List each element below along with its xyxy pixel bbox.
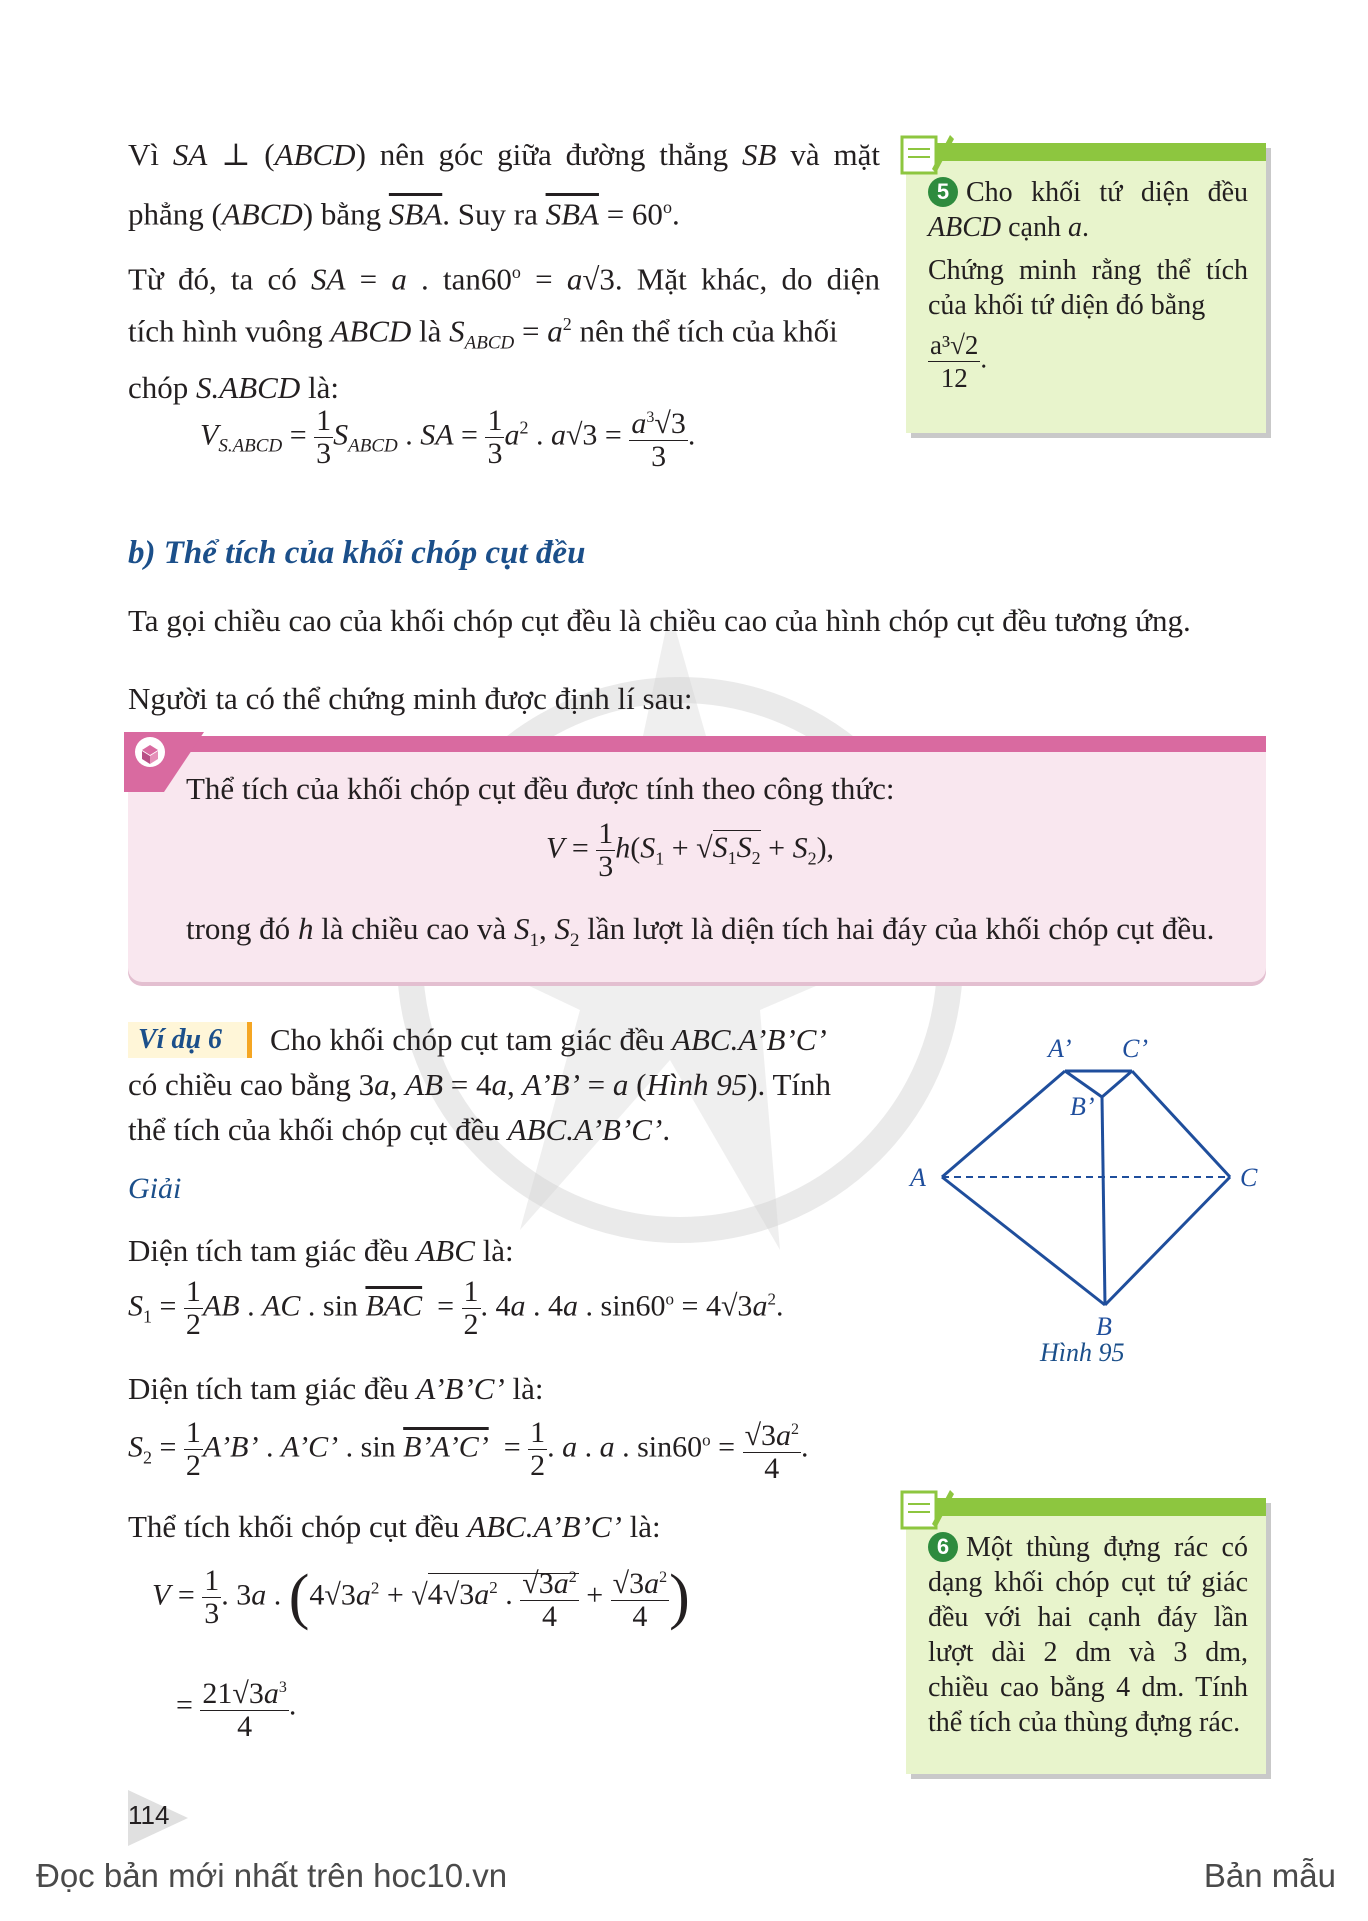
example-line-2: có chiều cao bằng 3a, AB = 4a, A’B’ = a (Hình 95). Tính	[128, 1067, 832, 1102]
example-label: Ví dụ 6	[128, 1022, 252, 1058]
intro-line-3: Từ đó, ta có SA = a . $\tan 60^o = a√3$. Mặt khác, do diện	[128, 261, 881, 297]
activity-6-text: Một thùng đựng rác có dạng khối chóp cụt tứ giác đều với hai cạnh đáy lần lượt dài 2 dm và 3 dm, chiều cao bằng 4 dm. Tính thể tích của thùng đựng rác.	[928, 1532, 1248, 1738]
s2-formula: $S_2$ = $\frac{1}{2}$ A’B’ . A’C’ . sin B’A’C’ = $\frac{1}{2}$ . a . a . $\sin 60^o$ = $\frac{√3a^2}{4}$ .	[128, 1416, 809, 1485]
edge-A-A1	[942, 1071, 1065, 1177]
activity-number-badge: 5	[928, 177, 958, 207]
s1-formula: $S_1$ = $\frac{1}{2}$ AB . AC . $\sin \overline{BAC}$ = $\frac{1}{2}$ . 4a . 4a . $\sin 60^o = 4√3a^2$.	[128, 1275, 784, 1341]
activity-5-box	[906, 143, 1266, 433]
label-B1: B’	[1070, 1092, 1095, 1121]
footer-left: Đọc bản mới nhất trên hoc10.vn	[36, 1857, 508, 1894]
example-line-3: thể tích của khối chóp cụt đều ABC.A’B’C’.	[128, 1112, 671, 1147]
v-result: = $\frac{21√3a^3}{4}$ .	[176, 1672, 296, 1743]
theorem-line-1: Thể tích của khối chóp cụt đều được tính theo công thức:	[186, 771, 895, 806]
activity-number-badge: 6	[928, 1532, 958, 1562]
activity-5-fraction: $\frac{\text{a³√2}}{12}$ .	[930, 330, 988, 393]
footer-right: Bản mẫu	[1203, 1857, 1336, 1894]
label-C1: C’	[1122, 1035, 1148, 1063]
v-formula: V = $\frac{1}{3}$ . 3a . ($4√3a^2 + √4√3a^2$ . $\frac{√3a^2}{4}$ + $\frac{√3a^2}{4}$ )	[152, 1563, 690, 1633]
label-B: B	[1096, 1312, 1112, 1341]
label-A1: A’	[1048, 1035, 1072, 1063]
edge-A-B	[942, 1177, 1105, 1305]
intro-formula: $V_{S.ABCD}$ = $\frac{1}{3}$ $S_{ABCD}$ . SA = $\frac{1}{3}$ $a^2$ . a√3 = $\frac{a^3√3}{3}$ .	[200, 404, 696, 473]
edge-B-C	[1105, 1177, 1230, 1305]
body-paragraph-2: Người ta có thể chứng minh được định lí sau:	[128, 681, 693, 716]
s2-text: Diện tích tam giác đều A’B’C’ là:	[128, 1371, 544, 1406]
intro-line-4: tích hình vuông ABCD là $S_{ABCD} = a^2$ nên thể tích của khối	[128, 312, 838, 354]
figure-95-frustum	[900, 1035, 1280, 1375]
theorem-box	[128, 736, 1266, 982]
figure-caption: Hình 95	[1040, 1338, 1125, 1367]
edge-C-C1	[1132, 1071, 1230, 1177]
edge-B-B1	[1102, 1097, 1105, 1305]
edge-B1-C1	[1102, 1071, 1132, 1097]
theorem-line-2: trong đó h là chiều cao và $S_1$, $S_2$ lần lượt là diện tích hai đáy của khối chóp cụt đều.	[186, 911, 1215, 952]
label-A: A	[910, 1163, 926, 1192]
example-line-1: Cho khối chóp cụt tam giác đều ABC.A’B’C’	[270, 1022, 827, 1057]
body-paragraph-1: Ta gọi chiều cao của khối chóp cụt đều là chiều cao của hình chóp cụt đều tương ứng.	[128, 603, 1191, 638]
v-text: Thể tích khối chóp cụt đều ABC.A’B’C’ là:	[128, 1509, 661, 1544]
s1-text: Diện tích tam giác đều ABC là:	[128, 1233, 514, 1268]
activity-5-text-1: Cho khối tứ diện đều ABCD cạnh a.	[928, 177, 1248, 243]
section-title: b) Thể tích của khối chóp cụt đều	[128, 535, 586, 571]
theorem-formula: V = $\frac{1}{3}$ $h(S_1 + √S_1S_2 + S_2)$,	[546, 817, 835, 883]
pencil-note-icon	[896, 1482, 956, 1534]
page-number: 114	[128, 1800, 170, 1830]
intro-line-1: Vì SA ⊥ (ABCD) nên góc giữa đường thẳng SB và mặt	[128, 137, 881, 172]
pencil-note-icon	[896, 127, 956, 179]
activity-5-text-2: Chứng minh rằng thể tích của khối tứ diện đó bằng	[928, 255, 1248, 321]
intro-line-2: phẳng (ABCD) bằng $\overline{SBA}$. Suy ra $\overline{SBA} = 60^o$.	[128, 196, 680, 232]
activity-6-box	[906, 1498, 1266, 1774]
label-C: C	[1240, 1163, 1258, 1192]
solution-label: Giải	[128, 1172, 182, 1205]
intro-line-5: chóp S.ABCD là:	[128, 370, 339, 406]
